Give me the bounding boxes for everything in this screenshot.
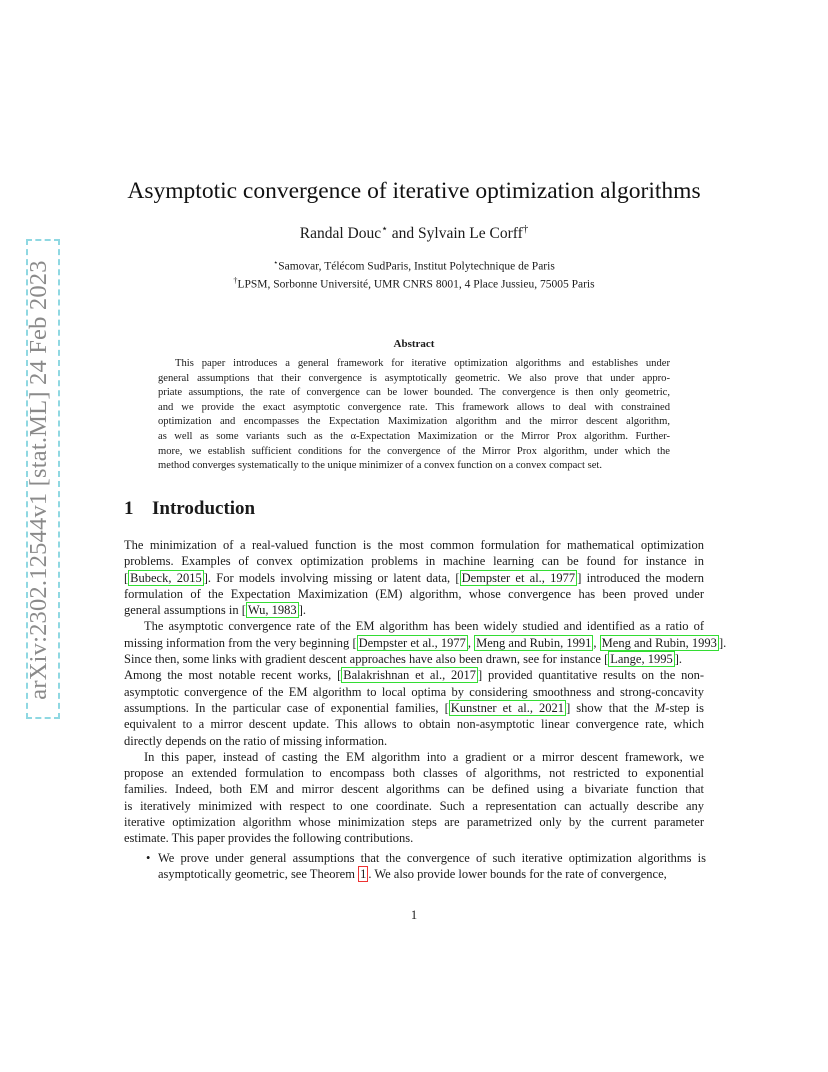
affiliation-1-mark: ⋆ — [273, 258, 279, 267]
body-line: families. Indeed, both EM and mirror descent algorithms can be defined using a bivariate function that — [124, 782, 704, 797]
body-line: equivalent to a mirror descent update. This allows to obtain non-asymptotic linear convergence rate, which — [124, 717, 704, 732]
body-line: estimate. This paper provides the following contributions. — [124, 831, 414, 846]
body-line: directly depends on the ratio of missing information. — [124, 733, 388, 748]
affiliation-2-mark: † — [233, 276, 238, 285]
author-list — [0, 222, 828, 243]
abstract-heading: Abstract — [393, 338, 435, 350]
arxiv-identifier: arXiv:2302.12544v1 [stat.ML] 24 Feb 2023 — [25, 260, 52, 700]
theorem-link[interactable]: 1 — [360, 867, 367, 882]
body-line: propose an extended formulation to encompass both classes of algorithms, not restricted to exponential — [124, 766, 704, 781]
body-text: assumptions. In the particular case of exponential families, — [124, 700, 445, 715]
body-text: -step is — [665, 700, 704, 715]
contribution-list — [146, 850, 706, 883]
citation-link[interactable]: Dempster et al., 1977 — [358, 635, 466, 650]
citation-link[interactable]: Bubeck, 2015 — [130, 570, 202, 585]
abstract-line: and we provide the exact asymptotic convergence rate. This framework allows to deal with constrained — [158, 401, 670, 413]
abstract-line: priate assumptions, the rate of convergence can be lower bounded. The convergence is then only geometric, — [158, 387, 670, 399]
citation-link[interactable]: Balakrishnan et al., 2017 — [343, 668, 477, 683]
author-1-mark: ⋆ — [381, 223, 388, 235]
body-line: problems. Examples of convex optimization problems in machine learning can be found for instance in — [124, 554, 704, 569]
section-heading — [124, 498, 255, 520]
citation-link[interactable]: Meng and Rubin, 1993 — [601, 635, 717, 650]
abstract-line: general assumptions that their convergence is asymptotically geometric. We also prove that under appro- — [158, 372, 670, 384]
body-line: iterative optimization algorithm whose minimization steps are parametrized only by the current parameter — [124, 815, 704, 830]
body-line: is iteratively minimized with respect to one coordinate. Such a representation can actually describe any — [124, 798, 704, 813]
citation-link[interactable]: Dempster et al., 1977 — [461, 570, 576, 585]
citation-link[interactable]: Meng and Rubin, 1991 — [476, 635, 592, 650]
author-2-mark: † — [522, 223, 529, 235]
body-text: Since then, some links with gradient descent approaches have also been drawn, see for instance — [124, 652, 605, 667]
body-line: In this paper, instead of casting the EM algorithm into a gradient or a mirror descent framework, we — [144, 749, 704, 764]
body-text: . — [302, 603, 306, 618]
body-text: asymptotically geometric, see Theorem — [158, 867, 359, 882]
body-line: missing information from the very beginning [ Dempster et al., 1977 , Meng and Rubin, 1991 , Meng and Rubin, 1993 ]. — [124, 635, 727, 650]
body-line: formulation of the Expectation Maximization (EM) algorithm, whose convergence has been proved under — [124, 586, 704, 601]
body-line: Among the most notable recent works, [ Balakrishnan et al., 2017 ] provided quantitative results on the non- — [124, 668, 704, 683]
body-text: missing information from the very beginning — [124, 635, 353, 650]
abstract-body — [158, 357, 670, 474]
citation-link[interactable]: Kunstner et al., 2021 — [450, 700, 565, 715]
abstract-line: method converges systematically to the unique minimizer of a convex function on a convex compact set. — [158, 460, 603, 472]
paper-title: Asymptotic convergence of iterative optimization algorithms — [127, 178, 701, 204]
body-line: The asymptotic convergence rate of the EM algorithm has been widely studied and identified as a ratio of — [144, 619, 704, 634]
abstract-line: as well as some variants such as the α-Expectation Maximization or the Mirror Prox algorithm. Further- — [158, 430, 670, 442]
body-text: provided quantitative results on the non- — [482, 668, 704, 683]
body-text: general assumptions in — [124, 603, 242, 618]
body-line: asymptotic convergence of the EM algorithm to local optima by considering smoothness and strong-concavity — [124, 684, 704, 699]
body-text: . We also provide lower bounds for the rate of convergence, — [368, 867, 667, 882]
list-item-text: We prove under general assumptions that the convergence of such iterative optimization algorithms is — [158, 851, 706, 865]
body-line: The minimization of a real-valued function is the most common formulation for mathematical optimization — [124, 538, 704, 552]
section-title: Introduction — [152, 498, 256, 519]
affiliation-1-text: Samovar, Télécom SudParis, Institut Polytechnique de Paris — [278, 260, 555, 273]
body-text: introduced the modern — [581, 570, 704, 585]
author-conjunction: and — [387, 224, 419, 242]
body-line: assumptions. In the particular case of exponential families, [ Kunstner et al., 2021 ] show that the M-step is — [124, 700, 704, 715]
body-line: general assumptions in [ Wu, 1983 ]. — [124, 603, 306, 618]
citation-link[interactable]: Lange, 1995 — [610, 652, 673, 667]
body-text: Among the most notable recent works, — [124, 668, 338, 683]
affiliation-1 — [0, 258, 828, 272]
abstract-line: optimization and encompasses the Expectation Maximization algorithm and the mirror descent algorithm, — [158, 416, 670, 428]
section-number: 1 — [124, 498, 134, 519]
author-1: Randal Douc — [299, 224, 382, 242]
page-number: 1 — [410, 908, 418, 922]
abstract-line: This paper introduces a general framework for iterative optimization algorithms and establishes under — [175, 358, 670, 369]
body-line: Since then, some links with gradient descent approaches have also been drawn, see for instance [ Lange, 1995 ]. — [124, 652, 683, 667]
author-2: Sylvain Le Corff — [418, 224, 523, 242]
affiliation-2-text: LPSM, Sorbonne Université, UMR CNRS 8001, 4 Place Jussieu, 75005 Paris — [237, 278, 595, 291]
intro-body — [124, 537, 727, 847]
bullet-icon: • — [146, 851, 151, 865]
body-text: show that the — [570, 700, 655, 715]
list-item-continuation — [146, 866, 706, 882]
list-item — [146, 850, 706, 866]
abstract-line: more, we establish sufficient conditions for the convergence of the Mirror Prox algorithm, under which the — [158, 445, 670, 457]
affiliation-2 — [0, 276, 828, 290]
citation-link[interactable]: Wu, 1983 — [247, 603, 297, 618]
body-text: . For models involving missing or latent data, — [207, 570, 456, 585]
math-symbol: M — [654, 700, 666, 715]
body-line: [ Bubeck, 2015 ]. For models involving missing or latent data, [ Dempster et al., 1977 ] introduced the modern — [124, 570, 704, 585]
